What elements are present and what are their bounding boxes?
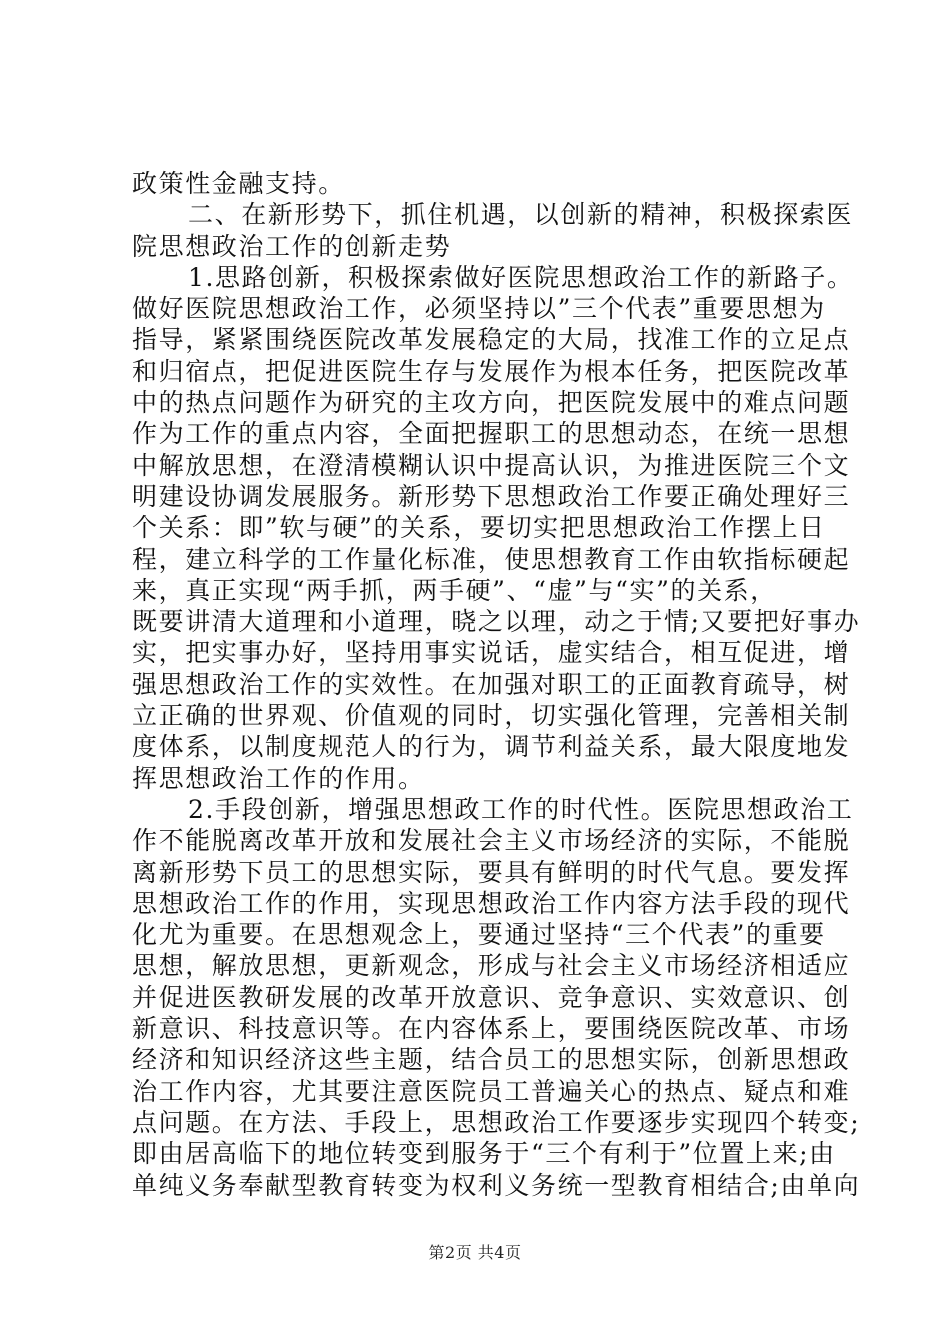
text-line: 思想，解放思想，更新观念，形成与社会主义市场经济相适应	[132, 951, 851, 981]
text-line: 个关系：即”软与硬”的关系，要切实把思想政治工作摆上日	[132, 513, 826, 543]
text-line: 经济和知识经济这些主题，结合员工的思想实际，创新思想政	[132, 1045, 851, 1075]
text-line: 治工作内容，尤其要注意医院员工普遍关心的热点、疑点和难	[132, 1076, 851, 1106]
body-text	[132, 168, 861, 1201]
text-line: 指导，紧紧围绕医院改革发展稳定的大局，找准工作的立足点	[132, 325, 851, 355]
text-line: 并促进医教研发展的改革开放意识、竞争意识、实效意识、创	[132, 982, 851, 1012]
text-line: 挥思想政治工作的作用。	[132, 763, 425, 793]
text-line: 离新形势下员工的思想实际，要具有鲜明的时代气息。要发挥	[132, 857, 851, 887]
section-heading-line: 二、在新形势下，抓住机遇，以创新的精神，积极探索医	[188, 200, 854, 230]
text-line: 中解放思想，在澄清模糊认识中提高认识，为推进医院三个文	[132, 450, 851, 480]
text-line: 程，建立科学的工作量化标准，使思想教育工作由软指标硬起	[132, 544, 851, 574]
text-line: 明建设协调发展服务。新形势下思想政治工作要正确处理好三	[132, 481, 851, 511]
text-line: 实，把实事办好，坚持用事实说话，虚实结合，相互促进，增	[132, 638, 851, 668]
section-heading-line: 院思想政治工作的创新走势	[132, 231, 452, 261]
text-line: 政策性金融支持。	[132, 169, 345, 198]
text-line: 化尤为重要。在思想观念上，要通过坚持“三个代表”的重要	[132, 920, 826, 950]
text-line: 作为工作的重点内容，全面把握职工的思想动态，在统一思想	[132, 419, 851, 449]
text-line: 立正确的世界观、价值观的同时，切实强化管理，完善相关制	[132, 701, 851, 731]
text-line: 思想政治工作的作用，实现思想政治工作内容方法手段的现代	[132, 888, 851, 918]
text-line: 即由居高临下的地位转变到服务于“三个有利于”位置上来;由	[132, 1139, 836, 1169]
paragraph-start-line: 2.手段创新，增强思想政工作的时代性。医院思想政治工	[188, 794, 854, 824]
text-line: 新意识、科技意识等。在内容体系上，要围绕医院改革、市场	[132, 1014, 851, 1044]
text-line: 度体系，以制度规范人的行为，调节利益关系，最大限度地发	[132, 732, 851, 762]
text-line: 做好医院思想政治工作，必须坚持以”三个代表”重要思想为	[132, 294, 826, 324]
paragraph-start-line: 1.思路创新，积极探索做好医院思想政治工作的新路子。	[188, 262, 854, 292]
text-line: 单纯义务奉献型教育转变为权利义务统一型教育相结合;由单向	[132, 1170, 861, 1200]
text-line: 来，真正实现“两手抓，两手硬”、“虚”与“实”的关系，	[132, 575, 777, 605]
text-line: 强思想政治工作的实效性。在加强对职工的正面教育疏导，树	[132, 669, 851, 699]
text-line: 中的热点问题作为研究的主攻方向，把医院发展中的难点问题	[132, 388, 851, 418]
text-line: 既要讲清大道理和小道理，晓之以理，动之于情;又要把好事办	[132, 607, 861, 637]
page-number-footer: 第2页 共4页	[428, 1243, 522, 1262]
text-line: 和归宿点，把促进医院生存与发展作为根本任务，把医院改革	[132, 356, 851, 386]
text-line: 点问题。在方法、手段上，思想政治工作要逐步实现四个转变;	[132, 1107, 861, 1137]
text-line: 作不能脱离改革开放和发展社会主义市场经济的实际，不能脱	[132, 826, 851, 856]
